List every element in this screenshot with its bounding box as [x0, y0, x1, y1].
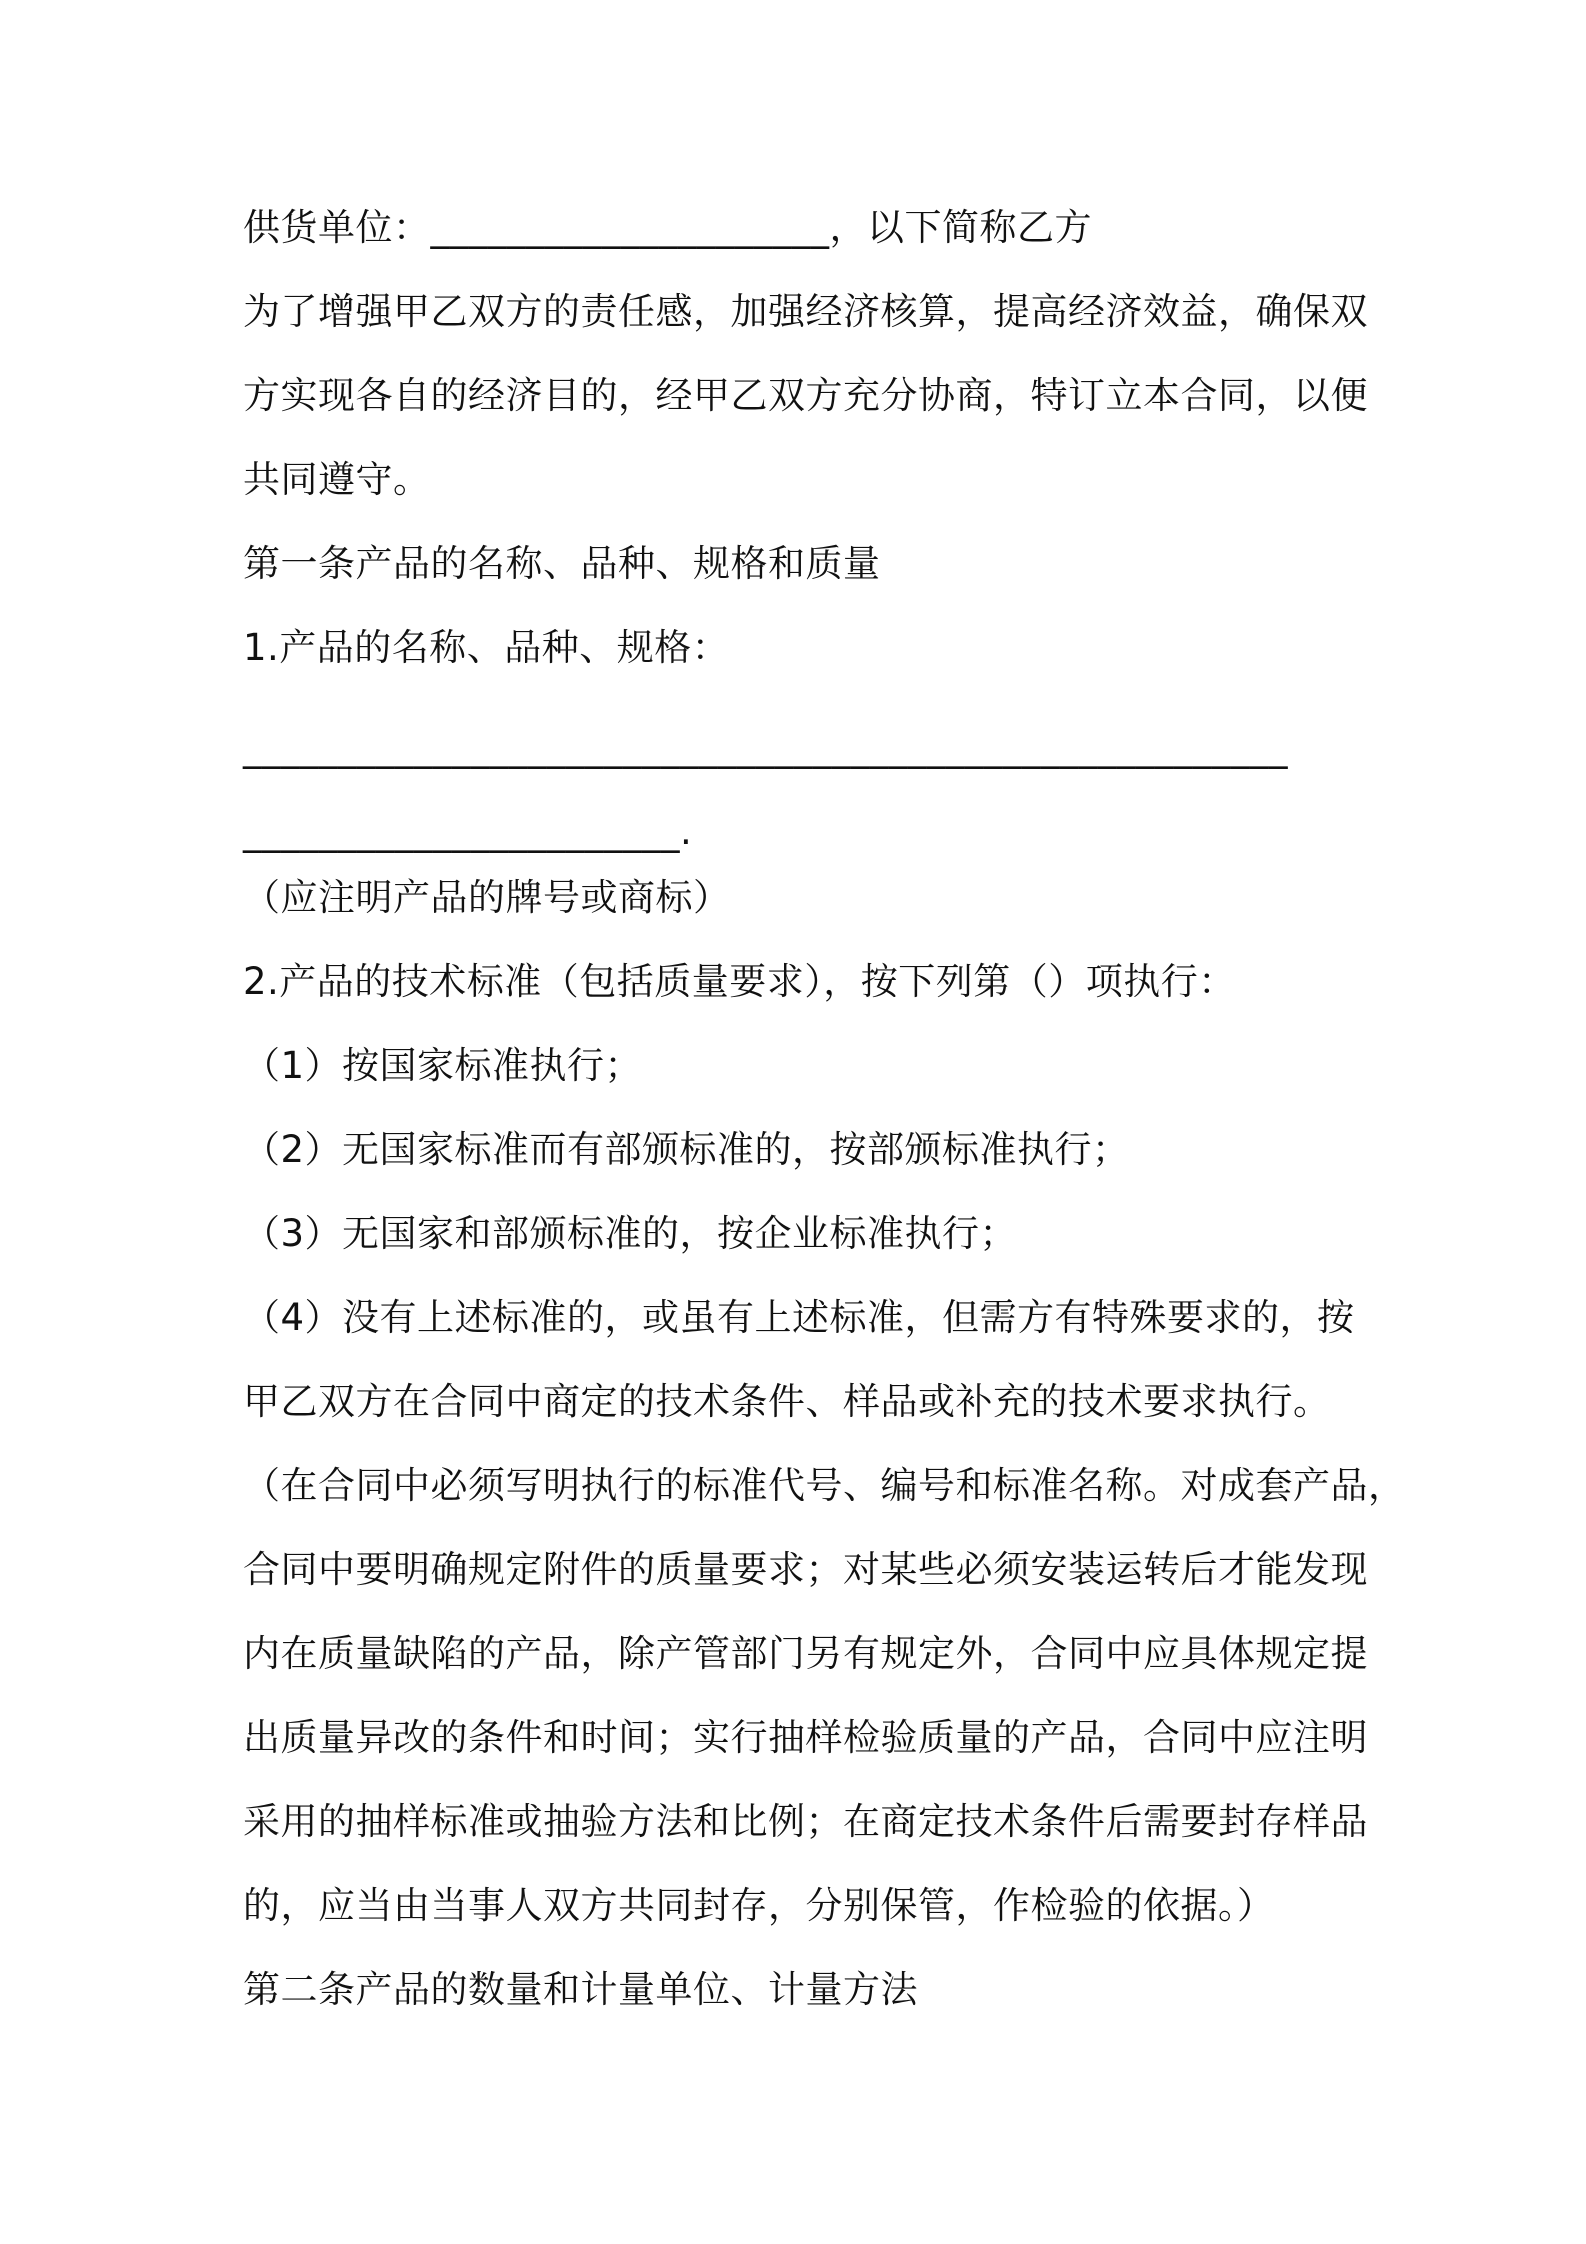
note-paragraph-line: 采用的抽样标准或抽验方法和比例；在商定技术条件后需要封存样品 — [243, 1800, 1368, 1843]
paragraph-line: 共同遵守。 — [243, 458, 431, 501]
article-1-heading: 第一条产品的名称、品种、规格和质量 — [243, 542, 881, 585]
option-2-line: （2）无国家标准而有部颁标准的，按部颁标准执行； — [243, 1128, 1130, 1171]
paragraph-line: 方实现各自的经济目的，经甲乙双方充分协商，特订立本合同，以便 — [243, 374, 1368, 417]
paragraph-line: 甲乙双方在合同中商定的技术条件、样品或补充的技术要求执行。 — [243, 1380, 1331, 1423]
article-2-heading: 第二条产品的数量和计量单位、计量方法 — [243, 1968, 918, 2011]
supplier-line: 供货单位：_____________________，以下简称乙方 — [243, 206, 1092, 249]
note-line: （应注明产品的牌号或商标） — [243, 876, 731, 919]
option-1-line: （1）按国家标准执行； — [243, 1044, 643, 1087]
option-4-line: （4）没有上述标准的，或虽有上述标准，但需方有特殊要求的，按 — [243, 1296, 1355, 1339]
option-3-line: （3）无国家和部颁标准的，按企业标准执行； — [243, 1212, 1018, 1255]
note-paragraph-line: 合同中要明确规定附件的质量要求；对某些必须安装运转后才能发现 — [243, 1548, 1368, 1591]
paragraph-line: 为了增强甲乙双方的责任感，加强经济核算，提高经济效益，确保双 — [243, 290, 1368, 333]
clause-2-line: 2.产品的技术标准（包括质量要求），按下列第（）项执行： — [243, 960, 1236, 1003]
blank-fill-line: _______________________________________________________ — [243, 726, 1288, 769]
blank-fill-line: _______________________. — [243, 810, 693, 853]
note-paragraph-line: 出质量异改的条件和时间；实行抽样检验质量的产品，合同中应注明 — [243, 1716, 1368, 1759]
note-paragraph-line: 的，应当由当事人双方共同封存，分别保管，作检验的依据。） — [243, 1884, 1275, 1927]
note-paragraph-line: 内在质量缺陷的产品，除产管部门另有规定外，合同中应具体规定提 — [243, 1632, 1368, 1675]
note-paragraph-line: （在合同中必须写明执行的标准代号、编号和标准名称。对成套产品， — [243, 1464, 1406, 1507]
clause-1-line: 1.产品的名称、品种、规格： — [243, 626, 730, 669]
